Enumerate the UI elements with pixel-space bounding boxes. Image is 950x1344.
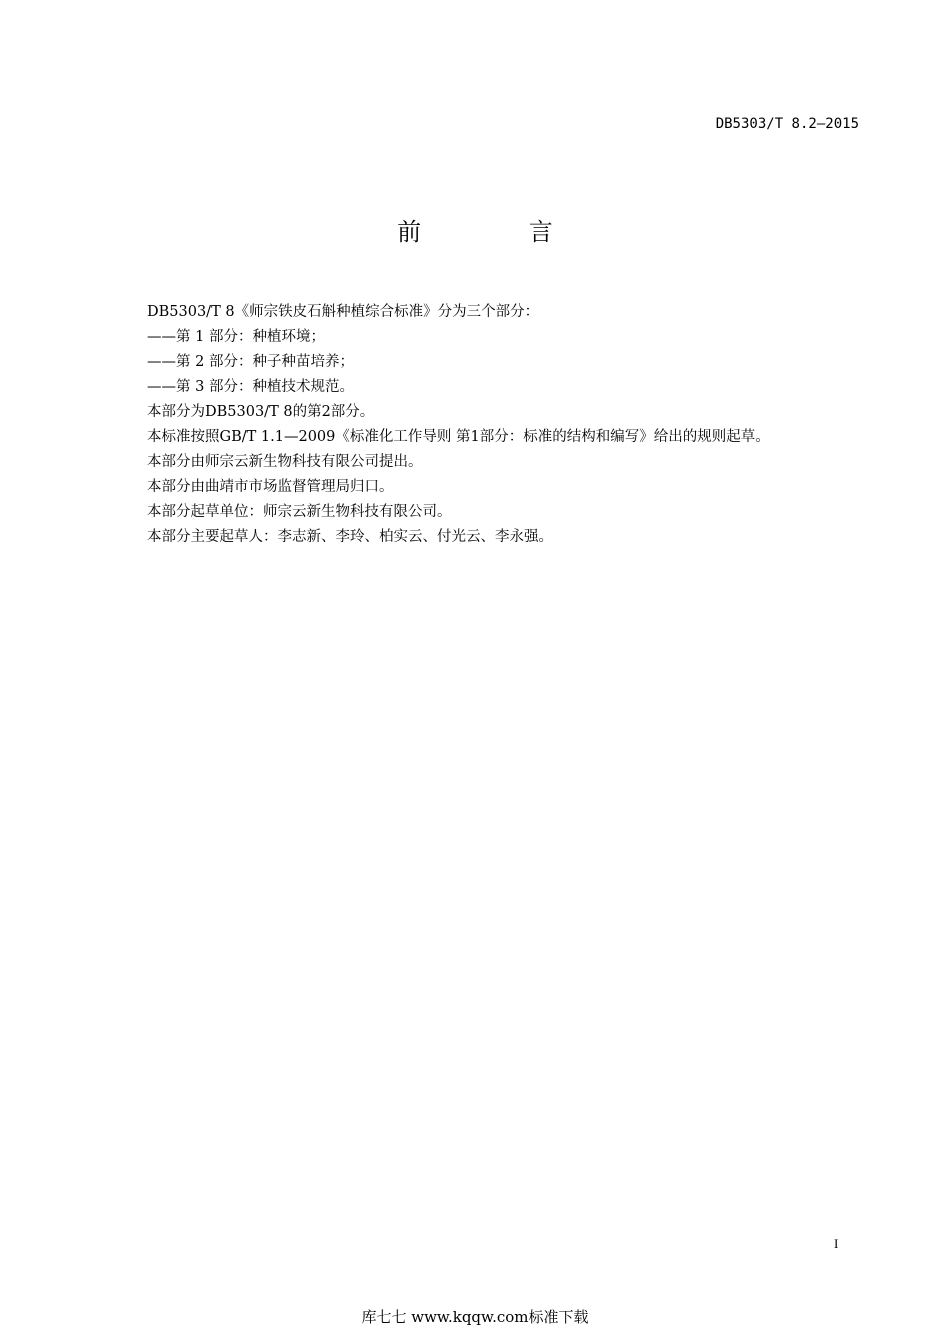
- paragraph-this-part: 本部分为DB5303/T 8的第2部分。: [147, 404, 375, 420]
- paragraph-drafting-unit: 本部分起草单位：师宗云新生物科技有限公司。: [147, 504, 452, 520]
- page-title: 前 言: [397, 218, 603, 246]
- foreword-body: [147, 300, 867, 550]
- paragraph-drafting-rules: 本标准按照GB/T 1.1—2009《标准化工作导则 第1部分：标准的结构和编写》给出的规则起草。: [147, 429, 770, 445]
- document-code: DB5303/T 8.2—2015: [715, 116, 859, 132]
- page-number: I: [834, 1236, 839, 1251]
- paragraph-centralized-by: 本部分由曲靖市市场监督管理局归口。: [147, 479, 394, 495]
- paragraph-part-1: ——第 1 部分：种植环境；: [147, 329, 325, 345]
- paragraph-proposer: 本部分由师宗云新生物科技有限公司提出。: [147, 454, 423, 470]
- paragraph-structure-intro: DB5303/T 8《师宗铁皮石斛种植综合标准》分为三个部分：: [147, 304, 540, 320]
- footer-watermark-text: 库七七 www.kqqw.com标准下载: [361, 1308, 589, 1326]
- paragraph-part-2: ——第 2 部分：种子种苗培养；: [147, 354, 354, 370]
- paragraph-part-3: ——第 3 部分：种植技术规范。: [147, 379, 354, 395]
- paragraph-drafters: 本部分主要起草人：李志新、李玲、柏实云、付光云、李永强。: [147, 529, 553, 545]
